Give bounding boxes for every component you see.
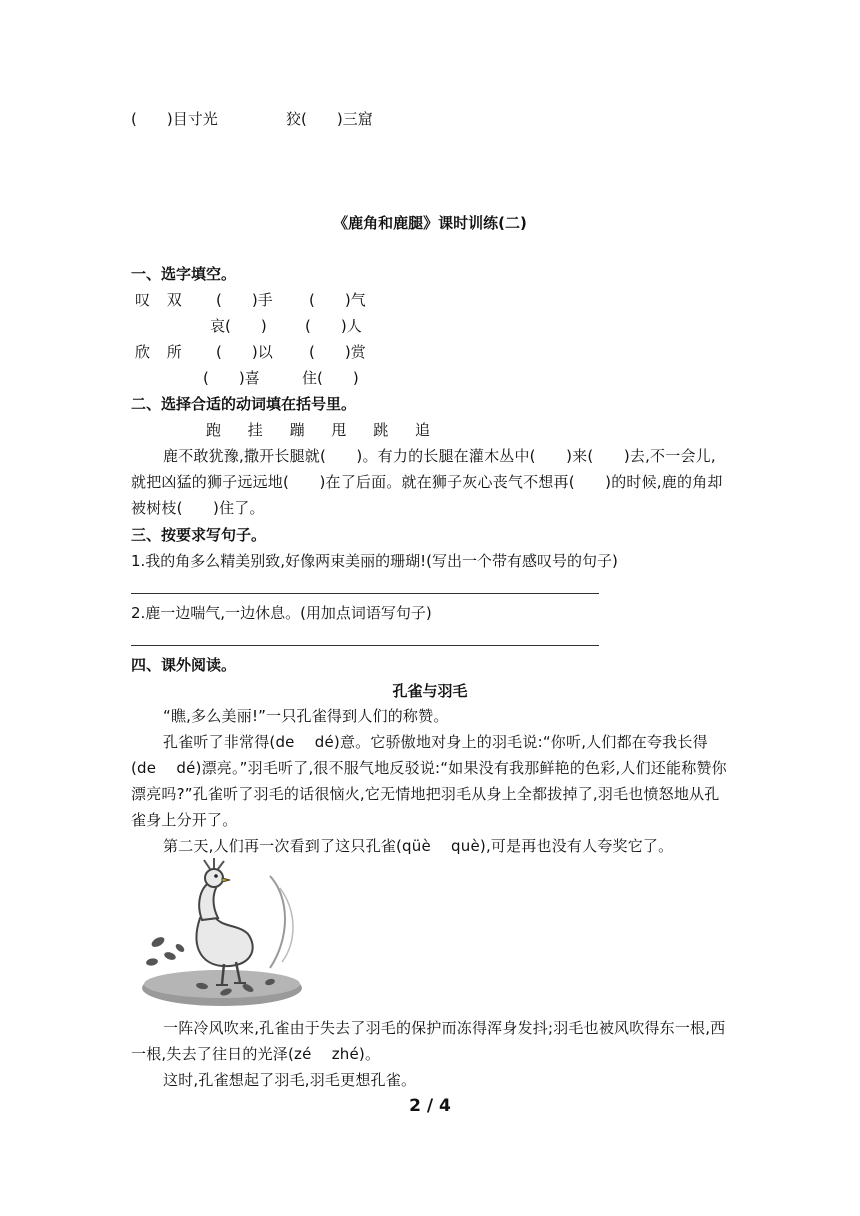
section3-question2: 2.鹿一边喘气,一边休息。(用加点词语写句子) bbox=[131, 604, 432, 622]
story-paragraph-3: 第二天,人们再一次看到了这只孔雀(qüè què),可是再也没有人夸奖它了。 bbox=[163, 837, 674, 855]
section1-row3-a: ( )以 bbox=[216, 343, 273, 361]
section1-row1-b: ( )气 bbox=[309, 291, 366, 309]
idiom-right: 狡( )三窟 bbox=[286, 110, 373, 128]
section1-row2-b: ( )人 bbox=[305, 317, 362, 335]
section2-heading: 二、选择合适的动词填在括号里。 bbox=[131, 395, 357, 413]
section1-row4-a: ( )喜 bbox=[203, 369, 260, 387]
answer-line-1[interactable] bbox=[131, 593, 599, 594]
answer-line-2[interactable] bbox=[131, 645, 599, 646]
verb-item: 跑 bbox=[206, 421, 222, 439]
peacock-illustration bbox=[130, 858, 310, 1010]
section1-heading: 一、选字填空。 bbox=[131, 265, 237, 283]
section1-row2-a: 哀( ) bbox=[210, 317, 267, 335]
story-title: 孔雀与羽毛 bbox=[392, 682, 468, 700]
section1-row1-a: ( )手 bbox=[216, 291, 273, 309]
story-paragraph-1: “瞧,多么美丽!”一只孔雀得到人们的称赞。 bbox=[163, 707, 449, 725]
section3-question1: 1.我的角多么精美别致,好像两束美丽的珊瑚!(写出一个带有感叹号的句子) bbox=[131, 552, 618, 570]
verb-item: 挂 bbox=[247, 421, 263, 439]
section1-row1-chars: 叹 双 bbox=[135, 291, 188, 309]
section1-row3-chars: 欣 所 bbox=[135, 343, 188, 361]
verb-item: 追 bbox=[414, 421, 430, 439]
story-paragraph-5: 这时,孔雀想起了羽毛,羽毛更想孔雀。 bbox=[163, 1071, 417, 1089]
section4-heading: 四、课外阅读。 bbox=[131, 656, 237, 674]
idiom-left: ( )目寸光 bbox=[131, 110, 218, 128]
story-paragraph-2: 孔雀听了非常得(de dé)意。它骄傲地对身上的羽毛说:“你听,人们都在夸我长得(de dé)漂亮。”羽毛听了,很不服气地反驳说:“如果没有我那鲜艳的色彩,人们还能称赞你漂亮吗?”孔雀听了羽毛的话很恼火,它无情地把羽毛从身上全都拔掉了,羽毛也愤怒地从孔雀身上分开了。 bbox=[131, 733, 727, 829]
verb-item: 跳 bbox=[373, 421, 389, 439]
section1-row3-b: ( )赏 bbox=[309, 343, 366, 361]
section1-row4-b: 住( ) bbox=[302, 369, 359, 387]
verb-list bbox=[206, 420, 430, 440]
page-number: 2 / 4 bbox=[409, 1096, 451, 1116]
page-title: 《鹿角和鹿腿》课时训练(二) bbox=[333, 214, 527, 232]
story-paragraph-4: 一阵冷风吹来,孔雀由于失去了羽毛的保护而冻得浑身发抖;羽毛也被风吹得东一根,西一根,失去了往日的光泽(zé zhé)。 bbox=[131, 1019, 726, 1063]
verb-item: 甩 bbox=[331, 421, 347, 439]
section2-paragraph: 鹿不敢犹豫,撒开长腿就( )。有力的长腿在灌木丛中( )来( )去,不一会儿,就把凶猛的狮子远远地( )在了后面。就在狮子灰心丧气不想再( )的时候,鹿的角却被树枝( )住了。 bbox=[131, 447, 723, 517]
verb-item: 蹦 bbox=[289, 421, 305, 439]
section3-heading: 三、按要求写句子。 bbox=[131, 526, 267, 544]
